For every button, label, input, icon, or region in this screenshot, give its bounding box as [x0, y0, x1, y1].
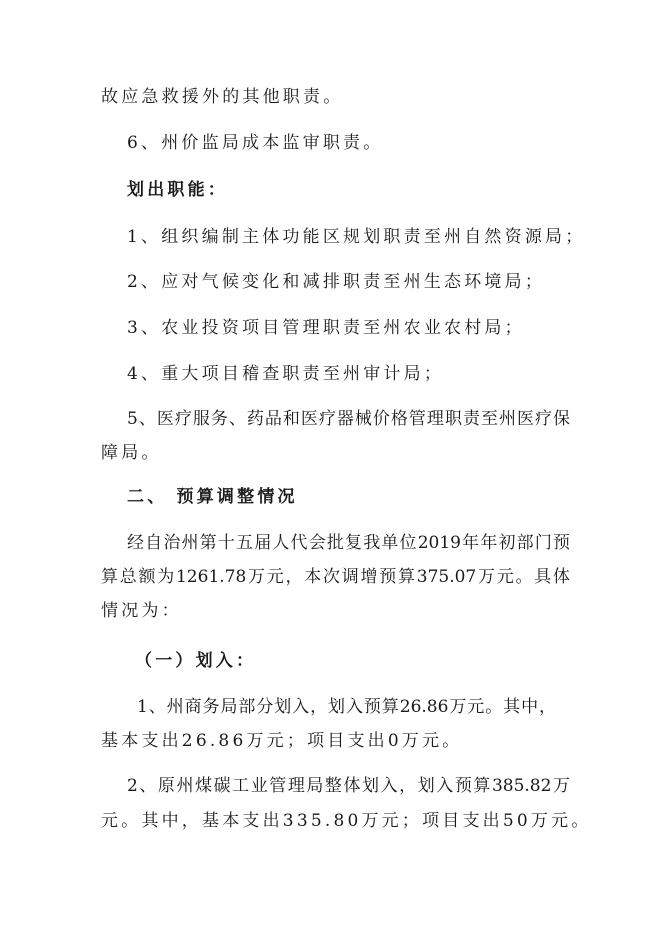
- paragraph-line: 经自治州第十五届人代会批复我单位2019年年初部门预: [127, 533, 570, 553]
- paragraph-line: 情况为：: [101, 601, 182, 621]
- list-item: 2、原州煤碳工业管理局整体划入，划入预算385.82万: [127, 776, 570, 796]
- list-item: 4、重大项目稽查职责至州审计局；: [127, 364, 445, 384]
- list-item-continued: 基本支出26.86万元；项目支出0万元。: [101, 731, 463, 751]
- paragraph-line: 6、州价监局成本监审职责。: [127, 133, 384, 153]
- section-heading-transfer-in: （一）划入：: [135, 651, 257, 671]
- section-heading-transfer-out: 划出职能：: [127, 180, 228, 200]
- list-item: 1、组织编制主体功能区规划职责至州自然资源局；: [127, 227, 586, 247]
- paragraph-line: 故应急救援外的其他职责。: [101, 87, 344, 107]
- list-item: 2、应对气候变化和减排职责至州生态环境局；: [127, 272, 546, 292]
- list-item: 1、州商务局部分划入，划入预算26.86万元。其中，: [137, 697, 556, 717]
- section-heading-budget: 二、 预算调整情况: [127, 487, 298, 507]
- list-item: 5、医疗服务、药品和医疗器械价格管理职责至州医疗保: [127, 409, 570, 429]
- paragraph-line: 算总额为1261.78万元，本次调增预算375.07万元。具体: [101, 567, 570, 587]
- list-item-continued: 元。其中，基本支出335.80万元；项目支出50万元。: [101, 811, 592, 831]
- list-item-continued: 障局。: [101, 443, 162, 463]
- list-item: 3、农业投资项目管理职责至州农业农村局；: [127, 318, 525, 338]
